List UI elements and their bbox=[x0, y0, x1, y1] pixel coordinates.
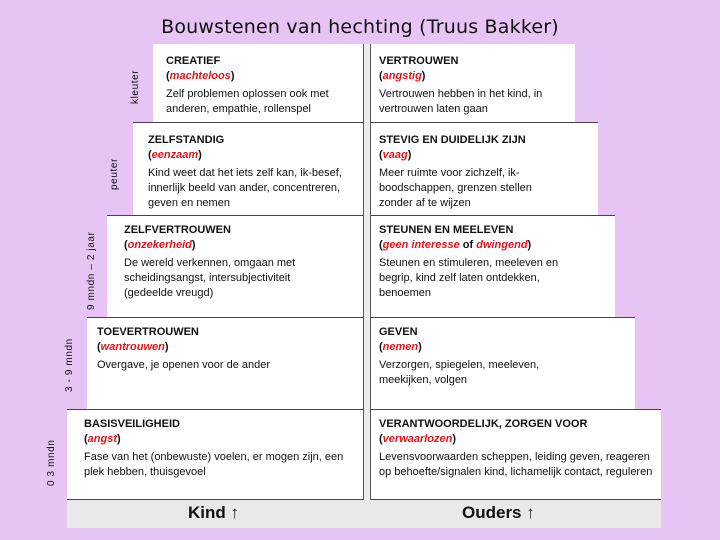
ouders-cell-geven bbox=[371, 318, 635, 410]
age-label-kleuter: kleuter bbox=[130, 69, 141, 104]
age-label-9mndn-2jaar: 9 mndn – 2 jaar bbox=[86, 231, 97, 310]
kind-cell-zelfstandig bbox=[133, 123, 363, 216]
diagram-title: Bouwstenen van hechting (Truus Bakker) bbox=[161, 16, 559, 38]
kind-cell-toevertrouwen bbox=[87, 318, 363, 410]
cell-description: Zelf problemen oplossen ook met anderen, empathie, rollenspel bbox=[166, 88, 329, 115]
ouders-cell-vertrouwen bbox=[371, 44, 575, 122]
cell-heading: CREATIEF bbox=[166, 55, 221, 67]
cell-heading: STEUNEN EN MEELEVEN bbox=[379, 224, 514, 236]
cell-negative: (geen interesse of dwingend) bbox=[379, 239, 532, 251]
age-label-peuter: peuter bbox=[109, 158, 120, 190]
cell-heading: TOEVERTROUWEN bbox=[97, 326, 199, 338]
kind-cell-creatief bbox=[153, 44, 363, 122]
cell-negative: (angstig) bbox=[379, 70, 426, 82]
cell-negative: (angst) bbox=[84, 433, 121, 445]
cell-negative: (nemen) bbox=[379, 341, 422, 353]
cell-description: Levensvoorwaarden scheppen, leiding geven, reageren op behoefte/signalen kind, lichamelijk contact, reguleren bbox=[379, 451, 653, 478]
cell-negative: (verwaarlozen) bbox=[379, 433, 457, 445]
tier-9mndn-2jaar bbox=[107, 215, 615, 318]
cell-description: Verzorgen, spiegelen, meeleven, meekijken, volgen bbox=[379, 359, 540, 386]
tier-3-9mndn bbox=[87, 317, 635, 410]
kind-cell-zelfvertrouwen bbox=[107, 216, 363, 318]
footer-kind-label: Kind ↑ bbox=[188, 503, 239, 522]
cell-heading: STEVIG EN DUIDELIJK ZIJN bbox=[379, 134, 526, 146]
center-divider bbox=[363, 44, 371, 500]
cell-negative: (wantrouwen) bbox=[97, 341, 169, 353]
cell-heading: ZELFVERTROUWEN bbox=[124, 224, 231, 236]
ouders-cell-verantwoordelijk bbox=[371, 410, 661, 500]
kind-cell-basisveiligheid bbox=[67, 410, 363, 500]
cell-description: Meer ruimte voor zichzelf, ik-boodschappen, grenzen stellen zonder af te wijzen bbox=[379, 167, 532, 209]
cell-negative: (eenzaam) bbox=[148, 149, 202, 161]
cell-heading: VERANTWOORDELIJK, ZORGEN VOOR bbox=[379, 418, 588, 430]
cell-description: Steunen en stimuleren, meeleven en begrip, kind zelf laten ontdekken, benoemen bbox=[379, 257, 559, 299]
ouders-cell-stevig bbox=[371, 123, 598, 216]
footer-ouders-label: Ouders ↑ bbox=[462, 503, 535, 522]
cell-heading: GEVEN bbox=[379, 326, 418, 338]
cell-heading: BASISVEILIGHEID bbox=[84, 418, 180, 430]
cell-description: Kind weet dat het iets zelf kan, ik-besef, innerlijk beeld van ander, concentreren, geven en nemen bbox=[148, 167, 342, 209]
cell-heading: ZELFSTANDIG bbox=[148, 134, 225, 146]
ouders-cell-steunen bbox=[371, 216, 615, 318]
cell-description: De wereld verkennen, omgaan met scheidingsangst, intersubjectiviteit (gedeelde vreugd) bbox=[124, 257, 296, 299]
cell-negative: (machteloos) bbox=[166, 70, 235, 82]
footer-row bbox=[67, 499, 661, 528]
cell-negative: (onzekerheid) bbox=[124, 239, 196, 251]
cell-negative: (vaag) bbox=[379, 149, 412, 161]
cell-description: Fase van het (onbewuste) voelen, er mogen zijn, een plek hebben, thuisgevoel bbox=[84, 451, 344, 478]
age-label-3-9mndn: 3 - 9 mndn bbox=[64, 338, 75, 392]
cell-heading: VERTROUWEN bbox=[379, 55, 459, 67]
age-label-0-3mndn: 0 3 mndn bbox=[46, 439, 57, 486]
cell-description: Overgave, je openen voor de ander bbox=[97, 359, 271, 371]
cell-description: Vertrouwen hebben in het kind, in vertrouwen laten gaan bbox=[379, 88, 543, 115]
